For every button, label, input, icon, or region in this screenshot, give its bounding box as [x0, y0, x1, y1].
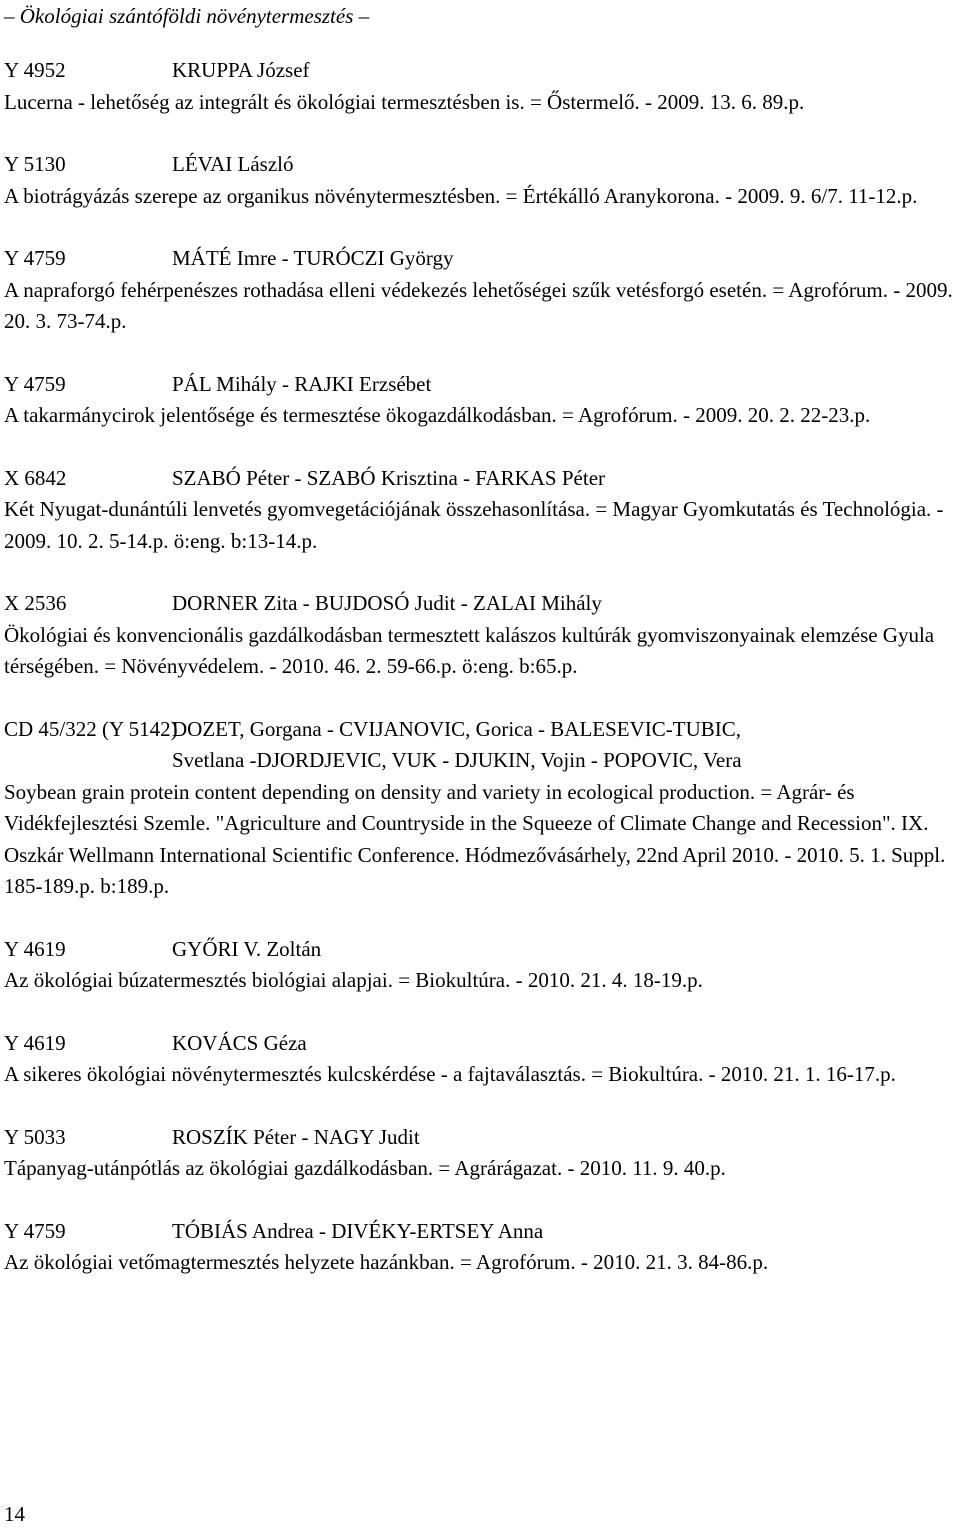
- entry-title: Ökológiai és konvencionális gazdálkodásban termesztett kalászos kultúrák gyomviszonyainak elemzése Gyula térségében. = Növényvédelem. - 2010. 46. 2. 59-66.p. ö:eng. b:65.p.: [4, 622, 935, 678]
- entry-author-line: [4, 243, 956, 275]
- entry-author-line: [4, 934, 956, 966]
- call-number: Y 5130: [4, 152, 66, 176]
- entry-title: Az ökológiai vetőmagtermesztés helyzete hazánkban. = Agrofórum. - 2010. 21. 3. 84-86.p.: [4, 1250, 769, 1274]
- call-number: Y 5033: [4, 1124, 66, 1149]
- entry-title: Lucerna - lehetőség az integrált és ökológiai termesztésben is. = Őstermelő. - 2009. 13. 6. 89.p.: [4, 89, 805, 114]
- entry-title: Tápanyag-utánpótlás az ökológiai gazdálkodásban. = Agrárágazat. - 2010. 11. 9. 40.p.: [4, 1156, 726, 1180]
- bibliography-entry: [4, 934, 956, 997]
- entry-author-line: [4, 463, 956, 495]
- entry-title: A napraforgó fehérpenészes rothadása elleni védekezés lehetőségei szűk vetésforgó esetén. = Agrofórum. - 2009. 20. 3. 73-74.p.: [4, 277, 953, 333]
- bibliography-entry: [4, 243, 956, 338]
- entry-authors: DORNER Zita - BUJDOSÓ Judit - ZALAI Mihály: [172, 591, 602, 615]
- entry-authors: KOVÁCS Géza: [172, 1030, 307, 1055]
- entry-authors: LÉVAI László: [172, 152, 294, 176]
- bibliography-entry: [4, 463, 956, 558]
- bibliography-entry: [4, 149, 956, 212]
- bibliography-entry: [4, 1216, 956, 1279]
- entry-authors: PÁL Mihály - RAJKI Erzsébet: [172, 371, 432, 396]
- entry-title: A takarmánycirok jelentősége és termesztése ökogazdálkodásban. = Agrofórum. - 2009. 20. 2. 22-23.p.: [4, 403, 871, 427]
- entry-title: Két Nyugat-dunántúli lenvetés gyomvegetációjának összehasonlítása. = Magyar Gyomkutatás és Technológia. - 2009. 10. 2. 5-14.p. ö:eng. b:13-14.p.: [4, 497, 944, 553]
- bibliography-list: [4, 55, 956, 1279]
- bibliography-entry: [4, 1122, 956, 1185]
- call-number: CD 45/322 (Y 5142): [4, 716, 178, 741]
- entry-authors: KRUPPA József: [172, 58, 310, 82]
- call-number: Y 4759: [4, 246, 66, 270]
- call-number: Y 4759: [4, 1218, 66, 1243]
- call-number: Y 4619: [4, 936, 66, 961]
- call-number: Y 4759: [4, 371, 66, 396]
- entry-author-line: [4, 1216, 956, 1248]
- entry-authors: TÓBIÁS Andrea - DIVÉKY-ERTSEY Anna: [172, 1218, 544, 1243]
- entry-title: Az ökológiai búzatermesztés biológiai alapjai. = Biokultúra. - 2010. 21. 4. 18-19.p.: [4, 968, 703, 992]
- bibliography-entry: [4, 1028, 956, 1091]
- bibliography-entry: [4, 714, 956, 903]
- entry-authors: DOZET, Gorgana - CVIJANOVIC, Gorica - BALESEVIC-TUBIC,: [172, 716, 742, 741]
- entry-authors: MÁTÉ Imre - TURÓCZI György: [172, 246, 454, 270]
- bibliography-entry: [4, 55, 956, 118]
- bibliography-entry: [4, 369, 956, 432]
- entry-author-line: [4, 1028, 956, 1060]
- entry-authors: ROSZÍK Péter - NAGY Judit: [172, 1124, 420, 1149]
- entry-title: A sikeres ökológiai növénytermesztés kulcskérdése - a fajtaválasztás. = Biokultúra. - 2010. 21. 1. 16-17.p.: [4, 1062, 896, 1086]
- entry-title: Soybean grain protein content depending on density and variety in ecological production. = Agrár- és Vidékfejlesztési Szemle. "Agriculture and Countryside in the Squeeze of Climate Change and Recession". IX. Oszkár Wellmann International Scientific Conference. Hódmezővásárhely, 22nd April 2010. - 2010. 5. 1. Suppl. 185-189.p. b:189.p.: [4, 779, 946, 898]
- entry-authors-continued: Svetlana -DJORDJEVIC, VUK - DJUKIN, Vojin - POPOVIC, Vera: [172, 748, 742, 772]
- entry-author-line: [4, 588, 956, 620]
- entry-title: A biotrágyázás szerepe az organikus növénytermesztésben. = Értékálló Aranykorona. - 2009. 9. 6/7. 11-12.p.: [4, 183, 918, 208]
- bibliography-entry: [4, 588, 956, 683]
- call-number: Y 4952: [4, 58, 66, 82]
- entry-author-line: [4, 55, 956, 87]
- entry-authors: SZABÓ Péter - SZABÓ Krisztina - FARKAS Péter: [172, 465, 606, 490]
- entry-author-line: [4, 149, 956, 181]
- entry-author-line: [4, 369, 956, 401]
- entry-authors: GYŐRI V. Zoltán: [172, 936, 322, 961]
- document-page: [4, 0, 956, 1310]
- call-number: X 2536: [4, 591, 67, 615]
- section-header: – Ökológiai szántóföldi növénytermesztés –: [4, 4, 370, 28]
- call-number: X 6842: [4, 465, 67, 490]
- call-number: Y 4619: [4, 1030, 66, 1055]
- entry-author-line: [4, 714, 956, 746]
- page-number: 14: [4, 1502, 25, 1526]
- entry-author-line: [4, 1122, 956, 1154]
